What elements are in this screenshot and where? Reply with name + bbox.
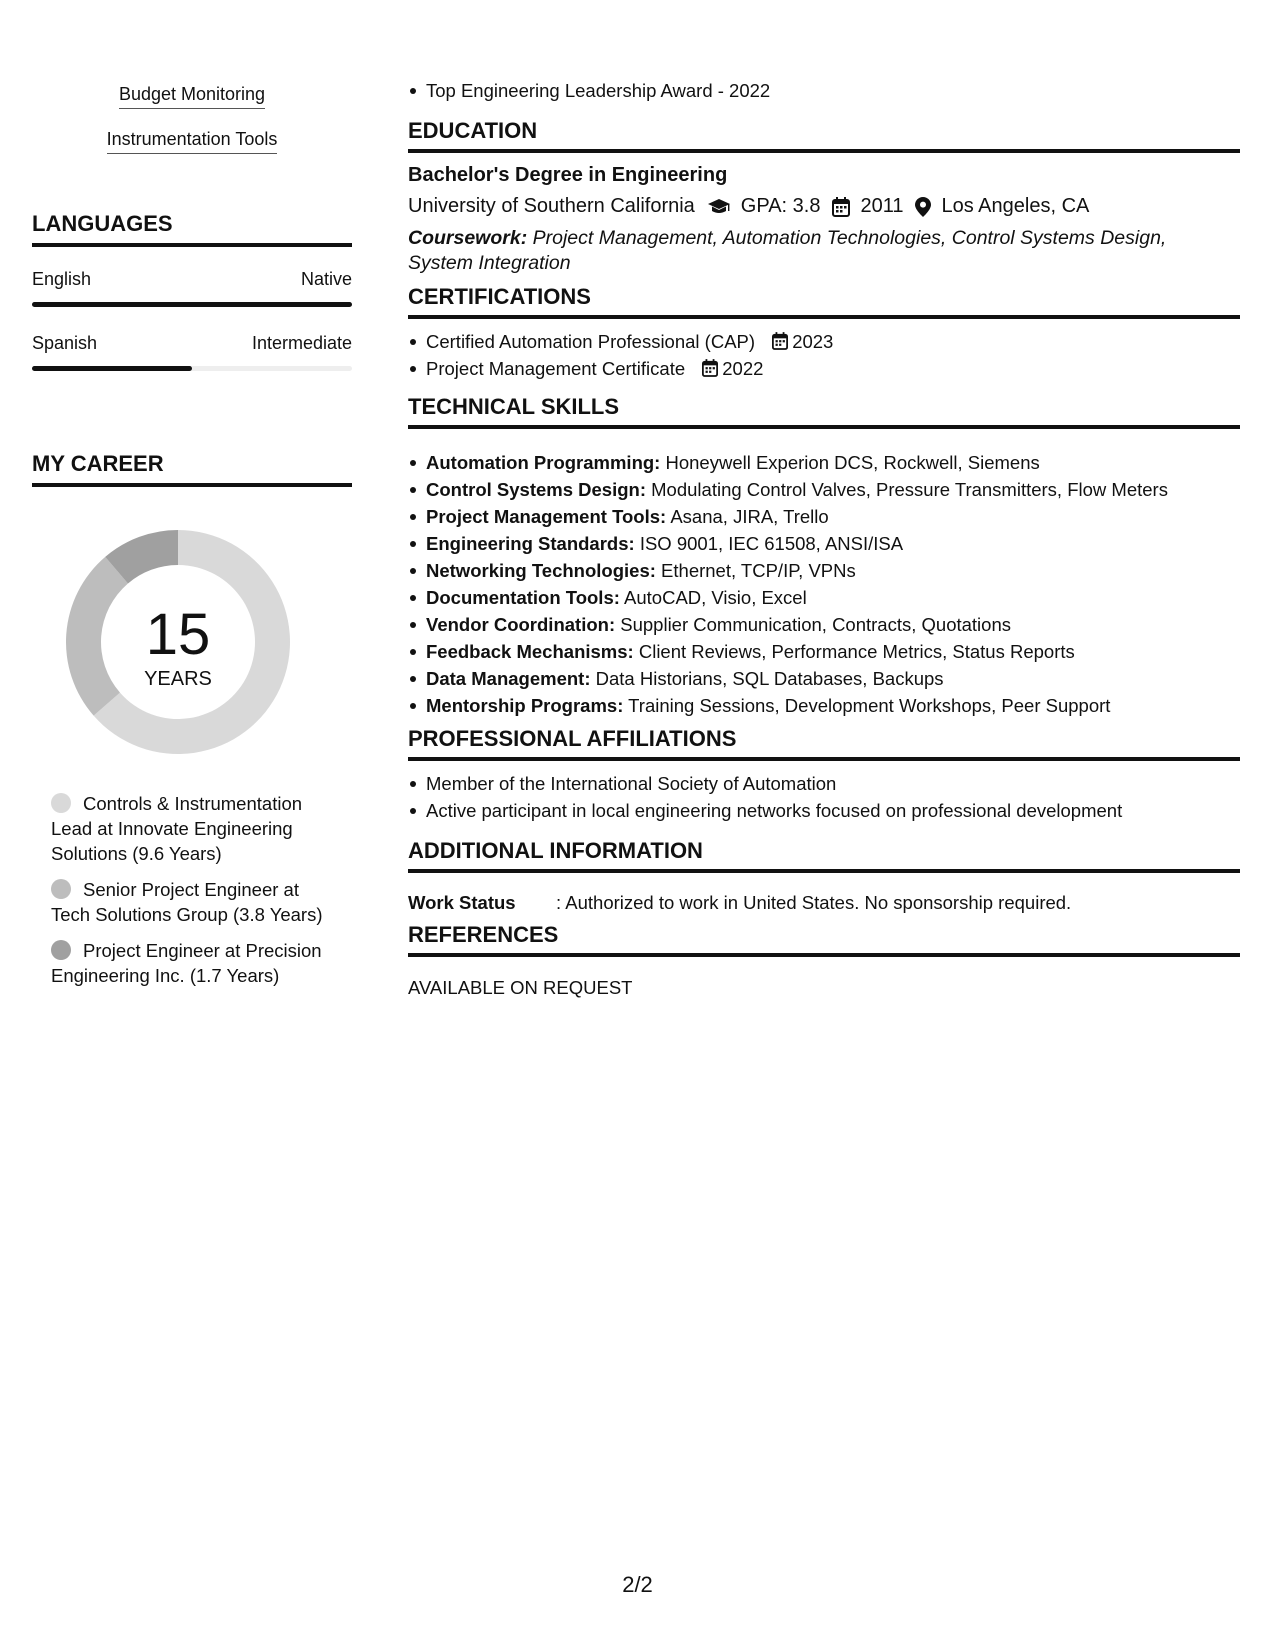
career-legend [51,791,341,999]
skill-item [426,530,1240,557]
skill-label: Data Management: [426,668,591,689]
language-bar [32,302,352,307]
skill-value: Client Reviews, Performance Metrics, Status Reports [638,641,1075,662]
career-total-number: 15 [145,602,211,667]
skill-tag: Instrumentation Tools [107,129,278,154]
certifications-list [408,328,1240,382]
certification-name: Certified Automation Professional (CAP) [426,331,756,352]
skill-label: Feedback Mechanisms: [426,641,634,662]
skill-label: Project Management Tools: [426,506,667,527]
affiliations-heading: PROFESSIONAL AFFILIATIONS [408,726,1240,761]
skill-value: Supplier Communication, Contracts, Quotations [620,614,1011,635]
certification-item [426,328,1240,355]
language-level: Native [300,269,352,289]
career-total-unit: YEARS [144,668,212,690]
skill-label: Vendor Coordination: [426,614,616,635]
language-name: Spanish [32,333,98,353]
languages-heading: LANGUAGES [32,211,352,247]
skill-label: Networking Technologies: [426,560,656,581]
coursework [408,226,1208,276]
language-bar [32,366,352,371]
affiliation-item: Member of the International Society of Automation [426,770,1240,797]
calendar-icon [832,197,850,217]
legend-dot [51,793,71,813]
skill-value: AutoCAD, Visio, Excel [624,587,807,608]
skill-value: Data Historians, SQL Databases, Backups [595,668,944,689]
skill-item [426,638,1240,665]
career-donut [66,530,290,754]
language-bar-fill [32,366,192,371]
award-item: Top Engineering Leadership Award - 2022 [426,77,1240,104]
career-legend-label: Controls & Instrumentation Lead at Innovate Engineering Solutions (9.6 Years) [51,793,303,864]
legend-dot [51,940,71,960]
skill-value: Honeywell Experion DCS, Rockwell, Siemens [665,452,1040,473]
career-legend-item [51,791,341,866]
legend-dot [51,879,71,899]
page-number: 2/2 [622,1572,653,1597]
career-legend-label: Project Engineer at Precision Engineering Inc. (1.7 Years) [51,940,322,986]
graduation-year: 2011 [860,195,904,217]
affiliations-list [408,770,1240,824]
skill-item [426,557,1240,584]
skill-tag: Budget Monitoring [119,84,265,109]
skill-item [426,449,1240,476]
skill-label: Automation Programming: [426,452,661,473]
skill-value: Modulating Control Valves, Pressure Transmitters, Flow Meters [651,479,1168,500]
graduation-cap-icon [707,198,731,216]
career-heading: MY CAREER [32,451,352,487]
language-name: English [32,269,92,289]
skill-item [426,503,1240,530]
skill-item [426,665,1240,692]
career-legend-item [51,877,341,927]
language-item [32,269,352,307]
career-legend-item [51,938,341,988]
education-location: Los Angeles, CA [941,195,1090,217]
skill-item [426,611,1240,638]
certification-item [426,355,1240,382]
work-status-label: Work Status [408,892,516,913]
skill-tags [32,84,352,174]
skill-value: ISO 9001, IEC 61508, ANSI/ISA [639,533,904,554]
skills-list [408,449,1240,719]
location-pin-icon [915,197,931,217]
calendar-icon [702,359,718,377]
coursework-text: Project Management, Automation Technologies, Control Systems Design, System Integration [408,227,1167,274]
technical-skills-heading: TECHNICAL SKILLS [408,394,1240,429]
references-value: AVAILABLE ON REQUEST [408,977,633,998]
calendar-icon [772,332,788,350]
awards-list [408,77,1240,104]
gpa: GPA: 3.8 [740,195,821,217]
skill-label: Engineering Standards: [426,533,635,554]
language-level: Intermediate [251,333,352,353]
skill-label: Mentorship Programs: [426,695,624,716]
education-heading: EDUCATION [408,118,1240,153]
skill-value: Ethernet, TCP/IP, VPNs [661,560,856,581]
affiliation-item: Active participant in local engineering networks focused on professional development [426,797,1240,824]
skill-value: Asana, JIRA, Trello [670,506,829,527]
certifications-heading: CERTIFICATIONS [408,284,1240,319]
degree-title: Bachelor's Degree in Engineering [408,164,728,186]
languages-section [32,211,352,371]
education-details [408,195,1089,218]
work-status [408,892,1071,914]
skill-label: Documentation Tools: [426,587,620,608]
language-bar-fill [32,302,352,307]
career-section [32,451,352,986]
additional-info-heading: ADDITIONAL INFORMATION [408,838,1240,873]
coursework-label: Coursework: [408,227,528,249]
certification-year: 2022 [722,358,764,379]
skill-value: Training Sessions, Development Workshops, Peer Support [628,695,1111,716]
career-legend-label: Senior Project Engineer at Tech Solutions Group (3.8 Years) [51,879,323,925]
skill-item [426,692,1240,719]
skill-label: Control Systems Design: [426,479,646,500]
skill-item [426,476,1240,503]
language-item [32,333,352,371]
certification-name: Project Management Certificate [426,358,686,379]
certification-year: 2023 [792,331,834,352]
references-heading: REFERENCES [408,922,1240,957]
work-status-value: : Authorized to work in United States. No sponsorship required. [556,892,1072,913]
school-name: University of Southern California [408,195,695,217]
skill-item [426,584,1240,611]
